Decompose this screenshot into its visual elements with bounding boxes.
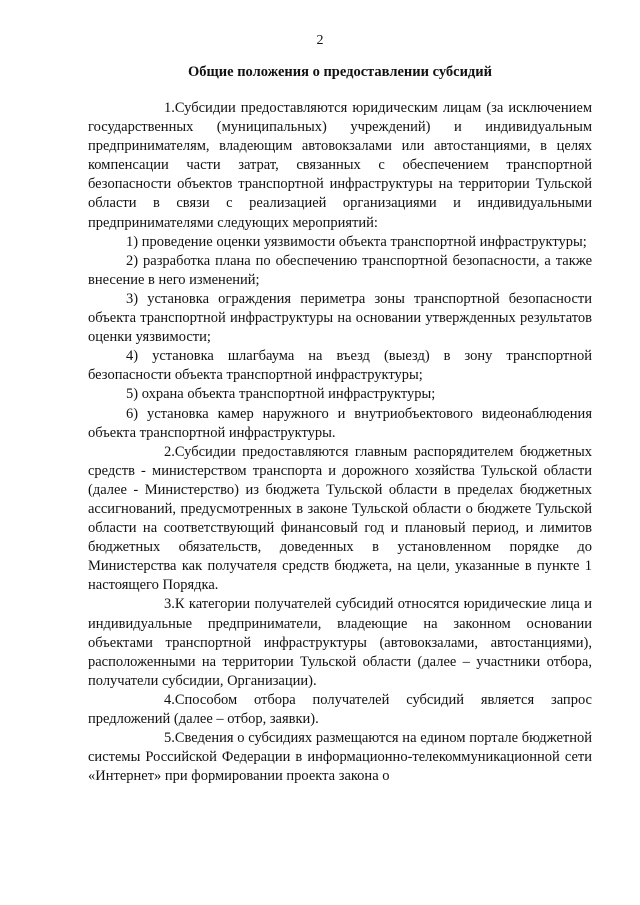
- list-item: [88, 347, 592, 385]
- paragraph-number: 2.: [164, 443, 175, 460]
- list-item-text: 6) установка камер наружного и внутриобъектового видеонаблюдения объекта транспортной инфраструктуры.: [88, 405, 592, 441]
- page-number: 2: [316, 33, 324, 48]
- paragraph: [88, 729, 592, 786]
- list-item: [88, 405, 592, 443]
- paragraph: [88, 595, 592, 690]
- paragraph-text: Сведения о субсидиях размещаются на едином портале бюджетной системы Российской Федерации в информационно-телекоммуникационной сети «Интернет» при формировании проекта закона о: [88, 730, 592, 785]
- list-item-text: 2) разработка плана по обеспечению транспортной безопасности, а также внесение в него изменений;: [88, 252, 592, 288]
- paragraph-text: Субсидии предоставляются юридическим лицам (за исключением государственных (муниципальных) учреждений) и индивидуальным предпринимателям, владеющим автовокзалами или автостанциями, в целях компенсации части затрат, связанных с обеспечением транспортной безопасности объектов транспортной инфраструктуры на территории Тульской области в связи с реализацией организациями и индивидуальными предпринимателями следующих мероприятий:: [88, 100, 592, 231]
- list-item-text: 4) установка шлагбаума на въезд (выезд) в зону транспортной безопасности объекта транспортной инфраструктуры;: [88, 348, 592, 384]
- section-title: Общие положения о предоставлении субсидий: [188, 64, 492, 80]
- list-item: [88, 233, 592, 252]
- list-item-text: 1) проведение оценки уязвимости объекта транспортной инфраструктуры;: [126, 233, 587, 250]
- list-item: [88, 290, 592, 347]
- list-item-text: 5) охрана объекта транспортной инфраструктуры;: [126, 386, 436, 403]
- paragraph: [88, 691, 592, 729]
- paragraph-number: 1.: [164, 100, 175, 116]
- list-item: [88, 385, 592, 404]
- paragraph: [88, 99, 592, 233]
- document-body: [88, 99, 592, 786]
- paragraph-number: 4.: [164, 691, 175, 708]
- paragraph: [88, 443, 592, 596]
- paragraph-text: Субсидии предоставляются главным распорядителем бюджетных средств - министерством транспорта и дорожного хозяйства Тульской области (далее - Министерство) из бюджета Тульской области в пределах бюджетных ассигнований, предусмотренных в законе Тульской области о бюджете Тульской области на соответствующий финансовый год и плановый период, и лимитов бюджетных обязательств, доведенных в установленном порядке до Министерства как получателя средств бюджета, на цели, указанные в пункте 1 настоящего Порядка.: [88, 443, 592, 594]
- paragraph-number: 3.: [164, 596, 175, 613]
- list-item-text: 3) установка ограждения периметра зоны транспортной безопасности объекта транспортной инфраструктуры на основании утвержденных результатов оценки уязвимости;: [88, 290, 592, 346]
- paragraph-text: К категории получателей субсидий относятся юридические лица и индивидуальные предприниматели, владеющие на законном основании объектами транспортной инфраструктуры (автовокзалами, автостанциями), расположенными на территории Тульской области (далее – участники отбора, получатели субсидии, Организации).: [88, 596, 592, 689]
- paragraph-text: Способом отбора получателей субсидий является запрос предложений (далее – отбор, заявки).: [88, 691, 592, 727]
- paragraph-number: 5.: [164, 730, 175, 747]
- list-item: [88, 252, 592, 290]
